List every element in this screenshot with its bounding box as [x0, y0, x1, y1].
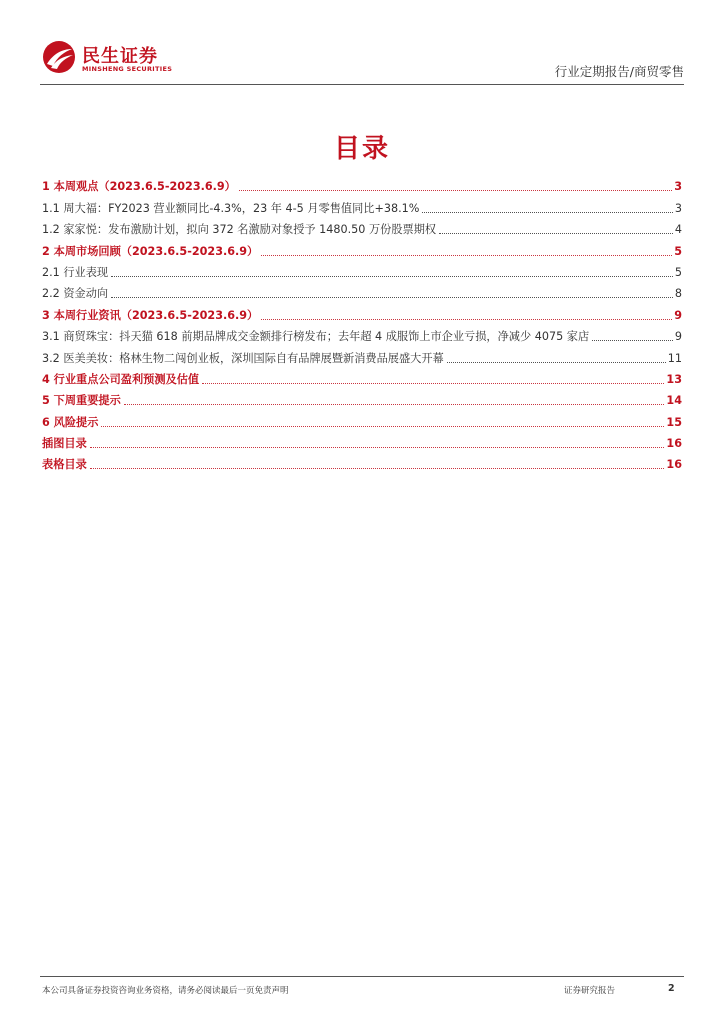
dot-leader [439, 232, 673, 234]
toc-entry-page: 16 [666, 437, 682, 451]
toc-entry-text: 1 本周观点（2023.6.5-2023.6.9） [42, 180, 236, 194]
minsheng-logo-icon [42, 40, 76, 74]
brand-name-en: MINSHENG SECURITIES [82, 65, 173, 73]
toc-entry-section[interactable] [42, 173, 682, 194]
toc-entry-page: 5 [674, 244, 682, 258]
dot-leader [90, 467, 665, 469]
toc-entry-text: 2.1 行业表现 [42, 265, 109, 279]
toc-entry-page: 3 [674, 201, 682, 215]
dot-leader [261, 254, 672, 256]
toc-entry-page: 4 [674, 223, 682, 237]
footer-divider [40, 976, 684, 977]
header-divider [40, 84, 684, 85]
toc-entry-subsection[interactable] [42, 280, 682, 301]
toc-entry-page: 9 [674, 330, 682, 344]
page-header [40, 38, 684, 84]
toc-entry-page: 15 [666, 415, 682, 429]
toc-entry-text: 3.2 医美美妆：格林生物二闯创业板，深圳国际自有品牌展暨新消费品展盛大开幕 [42, 351, 444, 365]
brand-name-cn: 民生证券 [82, 46, 158, 67]
toc-entry-text: 3 本周行业资讯（2023.6.5-2023.6.9） [42, 308, 259, 322]
dot-leader [261, 318, 672, 320]
toc-entry-text: 2 本周市场回顾（2023.6.5-2023.6.9） [42, 244, 259, 258]
dot-leader [111, 275, 673, 277]
toc-entry-subsection[interactable] [42, 194, 682, 215]
toc-entry-section[interactable] [42, 451, 682, 472]
dot-leader [239, 189, 672, 191]
toc-entry-page: 8 [674, 287, 682, 301]
toc-entry-text: 2.2 资金动向 [42, 287, 109, 301]
toc-entry-text: 3.1 商贸珠宝：抖天猫 618 前期品牌成交金额排行榜发布；去年超 4 成服饰上市企业亏损，净减少 4075 家店 [42, 330, 590, 344]
toc-entry-page: 9 [674, 308, 682, 322]
footer-doc-type: 证券研究报告 [564, 986, 616, 996]
toc-title: 目录 [333, 134, 390, 164]
table-of-contents [42, 173, 682, 472]
dot-leader [101, 425, 664, 427]
dot-leader [422, 211, 672, 213]
toc-entry-text: 6 风险提示 [42, 415, 99, 429]
dot-leader [202, 382, 664, 384]
report-type: 行业定期报告/商贸零售 [554, 64, 684, 79]
toc-entry-subsection[interactable] [42, 344, 682, 365]
toc-entry-page: 14 [666, 394, 682, 408]
toc-entry-text: 表格目录 [42, 458, 87, 472]
toc-entry-section[interactable] [42, 366, 682, 387]
dot-leader [592, 339, 673, 341]
toc-entry-section[interactable] [42, 430, 682, 451]
dot-leader [447, 361, 666, 363]
footer-page-number: 2 [668, 983, 675, 994]
toc-entry-subsection[interactable] [42, 216, 682, 237]
toc-entry-section[interactable] [42, 408, 682, 429]
toc-entry-section[interactable] [42, 237, 682, 258]
toc-entry-text: 1.1 周大福：FY2023 营业额同比-4.3%，23 年 4-5 月零售值同比+38.1% [42, 201, 420, 215]
toc-entry-subsection[interactable] [42, 259, 682, 280]
toc-entry-text: 1.2 家家悦：发布激励计划，拟向 372 名激励对象授予 1480.50 万份股票期权 [42, 223, 437, 237]
toc-entry-section[interactable] [42, 301, 682, 322]
toc-entry-text: 4 行业重点公司盈利预测及估值 [42, 372, 200, 386]
toc-entry-subsection[interactable] [42, 323, 682, 344]
toc-entry-text: 插图目录 [42, 437, 87, 451]
footer-disclaimer: 本公司具备证券投资咨询业务资格，请务必阅读最后一页免责声明 [42, 986, 289, 996]
toc-entry-page: 3 [674, 180, 682, 194]
dot-leader [90, 446, 665, 448]
toc-entry-section[interactable] [42, 387, 682, 408]
toc-entry-page: 5 [674, 265, 682, 279]
dot-leader [111, 296, 673, 298]
toc-entry-page: 16 [666, 458, 682, 472]
toc-entry-page: 11 [667, 351, 682, 365]
dot-leader [124, 403, 665, 405]
toc-entry-page: 13 [666, 372, 682, 386]
toc-entry-text: 5 下周重要提示 [42, 394, 121, 408]
